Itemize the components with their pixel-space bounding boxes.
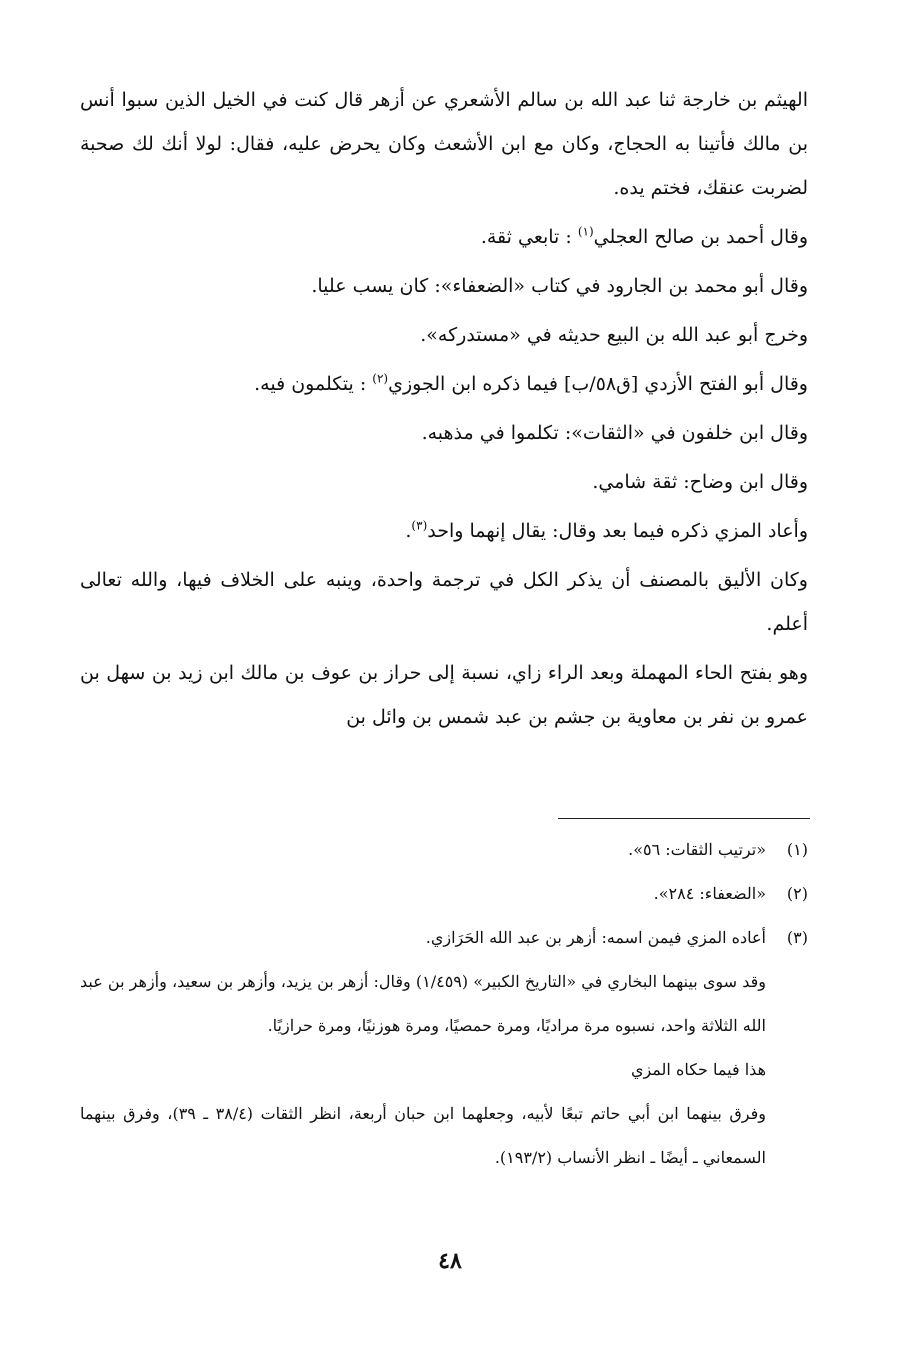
paragraph-8-tail: .	[405, 520, 412, 542]
footnote-3	[80, 916, 808, 960]
footnote-2-text: «الضعفاء: ٢٨٤».	[653, 884, 766, 903]
paragraph-5-text: وقال أبو الفتح الأزدي [ق٥٨/ب] فيما ذكره ابن الجوزي	[388, 373, 808, 395]
paragraph-2-tail: : تابعي ثقة.	[480, 226, 578, 248]
paragraph-5	[80, 362, 808, 406]
footnote-2-number: (٢)	[786, 884, 808, 903]
paragraph-7: وقال ابن وضاح: ثقة شامي.	[592, 471, 808, 493]
paragraph-10: وهو بفتح الحاء المهملة وبعد الراء زاي، نسبة إلى حراز بن عوف بن مالك ابن زيد بن سهل بن عمرو بن نفر بن معاوية بن جشم بن عبد شمس بن وائل بن	[80, 662, 808, 728]
footnote-3-paragraph-4: وفرق بينهما ابن أبي حاتم تبعًا لأبيه، وجعلهما ابن حبان أربعة، انظر الثقات (٣٨/٤ ـ ٣٩)، وفرق بينهما السمعاني ـ أيضًا ـ انظر الأنساب (١٩٣/٢).	[80, 1104, 766, 1167]
footnote-1-number: (١)	[786, 840, 808, 859]
page-number: ٤٨	[438, 1248, 462, 1274]
footnote-3-paragraph-2: وقد سوى بينهما البخاري في «التاريخ الكبير» (١/٤٥٩) وقال: أزهر بن يزيد، وأزهر بن سعيد، وأزهر بن عبد الله الثلاثة واحد، نسبوه مرة مراديًا، ومرة حمصيًا، ومرة هوزنيًا، ومرة حرازيًا.	[80, 972, 766, 1035]
footnote-1	[80, 828, 808, 872]
footnote-ref-1[interactable]: (١)	[577, 224, 594, 239]
footnote-1-text: «ترتيب الثقات: ٥٦».	[628, 840, 766, 859]
paragraph-8	[80, 509, 808, 553]
footnote-2	[80, 872, 808, 916]
footnote-ref-2[interactable]: (٢)	[372, 371, 389, 386]
paragraph-2	[80, 215, 808, 259]
paragraph-4: وخرج أبو عبد الله بن البيع حديثه في «مستدركه».	[420, 324, 808, 346]
main-text	[80, 78, 808, 744]
footnote-3-number: (٣)	[786, 928, 808, 947]
paragraph-8-text: وأعاد المزي ذكره فيما بعد وقال: يقال إنهما واحد	[427, 520, 808, 542]
paragraph-9: وكان الأليق بالمصنف أن يذكر الكل في ترجمة واحدة، وينبه على الخلاف فيها، والله تعالى أعلم.	[80, 569, 808, 635]
footnote-separator	[558, 818, 810, 819]
paragraph-6: وقال ابن خلفون في «الثقات»: تكلموا في مذهبه.	[421, 422, 808, 444]
paragraph-2-text: وقال أحمد بن صالح العجلي	[593, 226, 808, 248]
paragraph-3: وقال أبو محمد بن الجارود في كتاب «الضعفاء»: كان يسب عليا.	[311, 275, 808, 297]
footnote-3-paragraph-3: هذا فيما حكاه المزي	[630, 1060, 766, 1079]
footnote-3-text: أعاده المزي فيمن اسمه: أزهر بن عبد الله الحَرَازي.	[425, 928, 766, 947]
footnotes	[80, 828, 808, 1180]
paragraph-1: الهيثم بن خارجة ثنا عبد الله بن سالم الأشعري عن أزهر قال كنت في الخيل الذين سبوا أنس بن مالك فأتينا به الحجاج، وكان مع ابن الأشعث وكان يحرض عليه، فقال: لولا أنك لك صحبة لضربت عنقك، فختم يده.	[80, 89, 808, 199]
paragraph-5-tail: : يتكلمون فيه.	[254, 373, 373, 395]
footnote-ref-3[interactable]: (٣)	[411, 518, 428, 533]
